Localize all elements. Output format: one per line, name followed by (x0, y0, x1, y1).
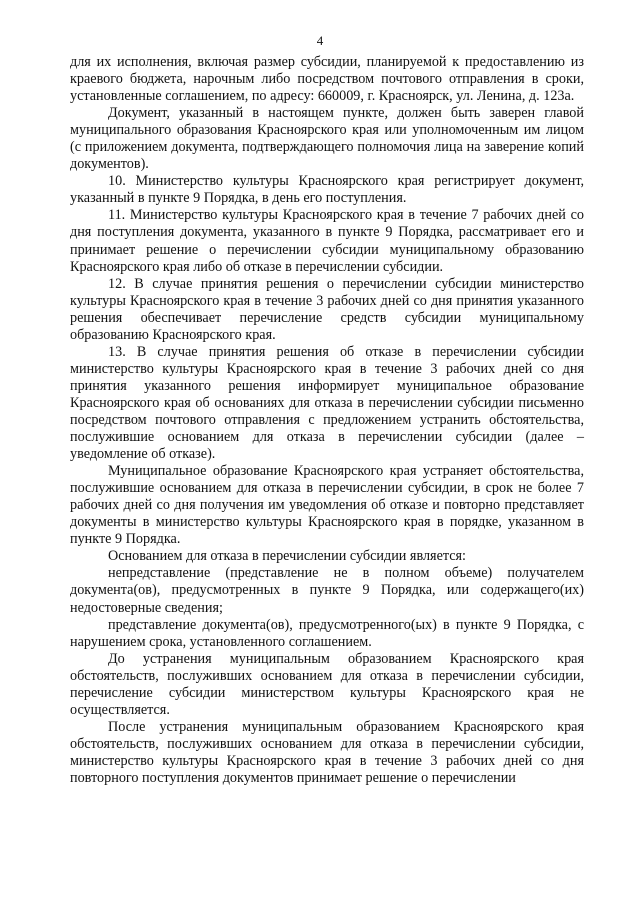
paragraph-ground-1: непредставление (представление не в полном объеме) получателем документа(ов), предусмотренных в пункте 9 Порядка, или содержащего(их) недостоверные сведения; (70, 565, 584, 616)
paragraph-item-12: 12. В случае принятия решения о перечислении субсидии министерство культуры Красноярского края в течение 3 рабочих дней со дня принятия указанного решения обеспечивает перечисление средств субсидии муниципальному образованию Красноярского края. (70, 275, 584, 343)
document-body (70, 54, 584, 787)
paragraph-item-13: 13. В случае принятия решения об отказе в перечислении субсидии министерство культуры Красноярского края в течение 3 рабочих дней со дня принятия указанного решения информирует муниципальное образование Красноярского края об основаниях для отказа в перечислении субсидии письменно посредством почтового отправления с предложением устранить обстоятельства, послужившие основанием для отказа в перечислении субсидии (далее – уведомление об отказе). (70, 343, 584, 463)
paragraph-ground-2: представление документа(ов), предусмотренного(ых) в пункте 9 Порядка, с нарушением срока, установленного соглашением. (70, 616, 584, 650)
paragraph-item-11: 11. Министерство культуры Красноярского края в течение 7 рабочих дней со дня поступления документа, указанного в пункте 9 Порядка, рассматривает его и принимает решение о перечислении субсидии муниципальному образованию Красноярского края либо об отказе в перечислении субсидии. (70, 207, 584, 275)
paragraph-continuation: для их исполнения, включая размер субсидии, планируемой к предоставлению из краевого бюджета, нарочным либо посредством почтового отправления в сроки, установленные соглашением, по адресу: 660009, г. Красноярск, ул. Ленина, д. 123а. (70, 54, 584, 105)
paragraph-until-resolved: До устранения муниципальным образованием Красноярского края обстоятельств, послуживших основанием для отказа в перечислении субсидии, перечисление субсидии министерством культуры Красноярского края не осуществляется. (70, 650, 584, 718)
paragraph-refusal-grounds: Основанием для отказа в перечислении субсидии является: (108, 548, 466, 565)
paragraph-after-resolved: После устранения муниципальным образованием Красноярского края обстоятельств, послуживших основанием для отказа в перечислении субсидии, министерство культуры Красноярского края в течение 3 рабочих дней со дня повторного поступления документов принимает решение о перечислении (70, 718, 584, 786)
paragraph-item-10: 10. Министерство культуры Красноярского края регистрирует документ, указанный в пункте 9 Порядка, в день его поступления. (70, 173, 584, 207)
page-number: 4 (316, 33, 324, 48)
paragraph-certification: Документ, указанный в настоящем пункте, должен быть заверен главой муниципального образования Красноярского края или уполномоченным им лицом (с приложением документа, подтверждающего полномочия лица на заверение копий документов). (70, 105, 584, 173)
paragraph-resubmission: Муниципальное образование Красноярского края устраняет обстоятельства, послужившие основанием для отказа в перечислении субсидии, в срок не более 7 рабочих дней со дня получения им уведомления об отказе и повторно представляет документы в министерство культуры Красноярского края в порядке, указанном в пункте 9 Порядка. (70, 463, 584, 548)
